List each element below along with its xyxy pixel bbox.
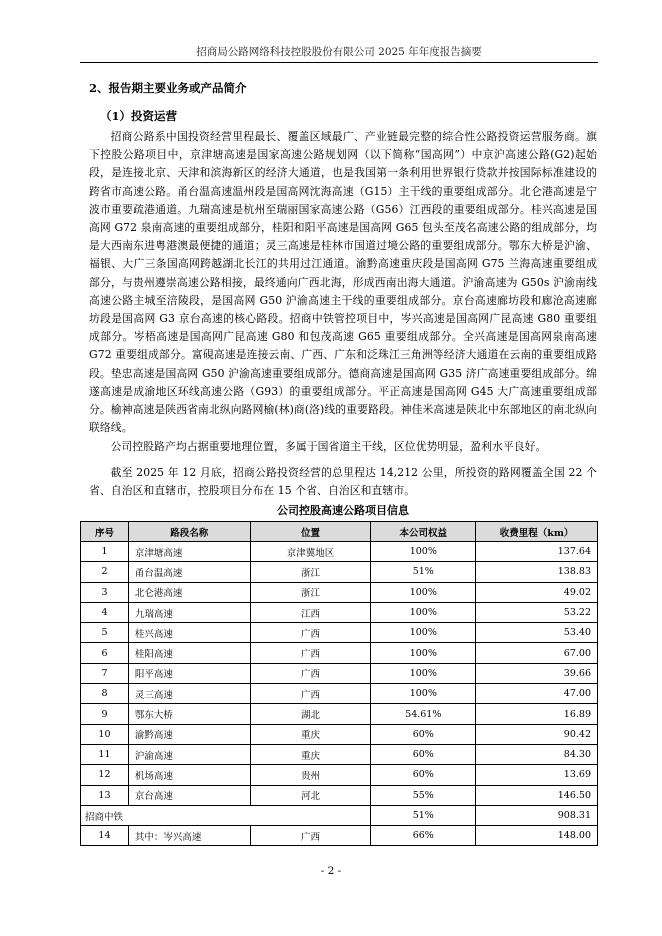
row-name: 沪渝高速 — [128, 744, 250, 764]
row-no: 3 — [81, 582, 129, 602]
col-header-location: 位置 — [250, 522, 371, 542]
row-location: 江西 — [250, 602, 371, 622]
row-location: 广西 — [250, 826, 371, 846]
row-location: 广西 — [250, 643, 371, 663]
row-no: 4 — [81, 602, 129, 622]
row-mileage: 146.50 — [476, 785, 598, 805]
row-equity: 100% — [371, 623, 476, 643]
group-equity: 51% — [371, 805, 476, 825]
table-row — [81, 562, 598, 582]
row-location: 湖北 — [250, 704, 371, 724]
table-row — [81, 542, 598, 562]
col-header-mileage: 收费里程（km） — [476, 522, 598, 542]
row-equity: 100% — [371, 684, 476, 704]
row-no: 10 — [81, 724, 129, 744]
row-mileage: 148.00 — [476, 826, 598, 846]
table-header-row — [81, 522, 598, 542]
highway-table — [80, 521, 598, 846]
row-location: 重庆 — [250, 724, 371, 744]
row-equity: 60% — [371, 744, 476, 764]
row-mileage: 49.02 — [476, 582, 598, 602]
row-name: 灵三高速 — [128, 684, 250, 704]
row-mileage: 137.64 — [476, 542, 598, 562]
row-no: 7 — [81, 663, 129, 683]
row-name: 桂兴高速 — [128, 623, 250, 643]
col-header-equity: 本公司权益 — [371, 522, 476, 542]
row-mileage: 39.66 — [476, 663, 598, 683]
row-no: 12 — [81, 765, 129, 785]
row-mileage: 90.42 — [476, 724, 598, 744]
row-no: 9 — [81, 704, 129, 724]
table-row — [81, 724, 598, 744]
group-mileage: 908.31 — [476, 805, 598, 825]
row-mileage: 53.40 — [476, 623, 598, 643]
row-no: 2 — [81, 562, 129, 582]
row-name: 阳平高速 — [128, 663, 250, 683]
row-equity: 55% — [371, 785, 476, 805]
row-name: 京津塘高速 — [128, 542, 250, 562]
col-header-name: 路段名称 — [128, 522, 250, 542]
row-name: 京台高速 — [128, 785, 250, 805]
table-row — [81, 826, 598, 846]
row-location: 贵州 — [250, 765, 371, 785]
page-header: 招商局公路网络科技控股股份有限公司 2025 年年度报告摘要 — [196, 46, 482, 58]
row-location: 河北 — [250, 785, 371, 805]
row-equity: 100% — [371, 542, 476, 562]
table-row — [81, 602, 598, 622]
row-location: 重庆 — [250, 744, 371, 764]
table-row — [81, 765, 598, 785]
table-row — [81, 643, 598, 663]
row-mileage: 84.30 — [476, 744, 598, 764]
row-location: 广西 — [250, 663, 371, 683]
row-name: 其中：岑兴高速 — [128, 826, 250, 846]
row-no: 5 — [81, 623, 129, 643]
header-divider — [80, 62, 598, 63]
table-row — [81, 684, 598, 704]
group-label: 招商中铁 — [81, 805, 371, 825]
row-equity: 60% — [371, 765, 476, 785]
row-equity: 54.61% — [371, 704, 476, 724]
advantage-paragraph: 公司控股路产均占据重要地理位置，多属于国省道主干线，区位优势明显，盈利水平良好。 — [110, 440, 547, 453]
row-no: 1 — [81, 542, 129, 562]
row-name: 桂阳高速 — [128, 643, 250, 663]
table-row — [81, 744, 598, 764]
page-number: - 2 - — [320, 865, 342, 877]
mileage-paragraph: 截至 2025 年 12 月底，招商公路投资经营的总里程达 14,212 公里，所投资的路网覆盖全国 22 个省、自治区和直辖市，控股项目分布在 15 个省、自治区和直辖市。 — [89, 466, 597, 498]
row-equity: 51% — [371, 562, 476, 582]
row-no: 14 — [81, 826, 129, 846]
table-row — [81, 623, 598, 643]
business-paragraph: 招商公路系中国投资经营里程最长、覆盖区域最广、产业链最完整的综合性公路投资运营服务商。旗下控股公路项目中，京津塘高速是国家高速公路规划网（以下简称“国高网”）中京沪高速公路(G2)起始段，是连接北京、天津和滨海新区的经济大通道，也是我国第一条利用世界银行贷款并按国际标准建设的跨省市高速公路。甬台温高速温州段是国高网沈海高速（G15）主干线的重要组成部分。北仑港高速是宁波市重要疏港通道。九瑞高速是杭州至瑞丽国家高速公路（G56）江西段的重要组成部分。桂兴高速是国高网 G72 泉南高速的重要组成部分，桂阳和阳平高速是国高网 G65 包头至茂名高速公路的组成部分，均是大西南东进粤港澳最便捷的通道；灵三高速是桂林市国道过境公路的重要组成部分。鄂东大桥是沪渝、福银、大广三条国高网跨越湖北长江的共用过江通道。渝黔高速重庆段是国高网 G75 兰海高速重要组成部分，与贵州遵崇高速公路相接，最终通向广西北海，形成西南出海大通道。沪渝高速为 G50s 沪渝南线高速公路主城至涪陵段，是国高网 G50 沪渝高速主干线的重要组成部分。京台高速廊坊段和廊沧高速廊坊段是国高网 G3 京台高速的核心路段。招商中铁管控项目中，岑兴高速是国高网广昆高速 G80 重要组成部分。岑梧高速是国高网广昆高速 G80 和包茂高速 G65 重要组成部分。全兴高速是国高网泉南高速 G72 重要组成部分。富硯高速是连接云南、广西、广东和泛珠江三角洲等经济大通道在云南的重要组成路段。垫忠高速是国高网 G50 沪渝高速重要组成部分。德商高速是国高网 G35 济广高速重要组成部分。绵遂高速是成渝地区环线高速公路（G93）的重要组成部分。平正高速是国高网 G45 大广高速重要组成部分。榆神高速是陕西省南北纵向路网榆(林)商(洛)线的重要路段。神佳米高速是陕北中东部地区的南北纵向联络线。 — [89, 130, 597, 435]
row-mileage: 16.89 — [476, 704, 598, 724]
row-location: 广西 — [250, 684, 371, 704]
row-location: 京津冀地区 — [250, 542, 371, 562]
row-equity: 66% — [371, 826, 476, 846]
table-row — [81, 785, 598, 805]
row-mileage: 53.22 — [476, 602, 598, 622]
subsection-title: （1）投资运营 — [100, 109, 178, 123]
row-equity: 100% — [371, 582, 476, 602]
section-title: 2、报告期主要业务或产品简介 — [89, 81, 247, 95]
row-equity: 100% — [371, 602, 476, 622]
row-no: 13 — [81, 785, 129, 805]
row-mileage: 138.83 — [476, 562, 598, 582]
row-equity: 100% — [371, 643, 476, 663]
row-mileage: 13.69 — [476, 765, 598, 785]
table-row — [81, 582, 598, 602]
row-name: 鄂东大桥 — [128, 704, 250, 724]
row-no: 11 — [81, 744, 129, 764]
row-equity: 60% — [371, 724, 476, 744]
col-header-no: 序号 — [81, 522, 129, 542]
row-name: 机场高速 — [128, 765, 250, 785]
row-mileage: 67.00 — [476, 643, 598, 663]
row-mileage: 47.00 — [476, 684, 598, 704]
row-location: 浙江 — [250, 582, 371, 602]
row-name: 渝黔高速 — [128, 724, 250, 744]
table-group-row — [81, 805, 598, 825]
row-equity: 100% — [371, 663, 476, 683]
row-name: 九瑞高速 — [128, 602, 250, 622]
row-no: 6 — [81, 643, 129, 663]
row-no: 8 — [81, 684, 129, 704]
table-row — [81, 704, 598, 724]
row-name: 北仑港高速 — [128, 582, 250, 602]
row-location: 浙江 — [250, 562, 371, 582]
row-name: 甬台温高速 — [128, 562, 250, 582]
table-title: 公司控股高速公路项目信息 — [277, 504, 409, 517]
table-row — [81, 663, 598, 683]
row-location: 广西 — [250, 623, 371, 643]
